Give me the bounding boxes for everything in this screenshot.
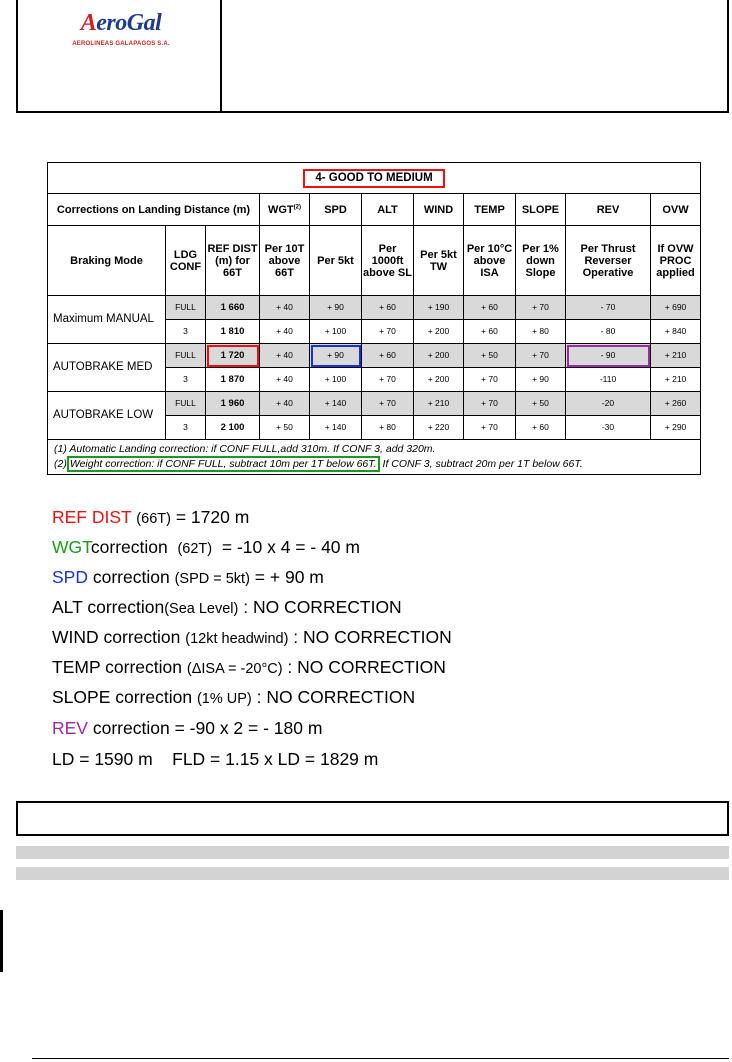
- table-row: [48, 296, 701, 320]
- calc-rev-value: = -90 x 2 = - 180 m: [174, 718, 323, 738]
- weight-correction-highlight: Weight correction: if CONF FULL, subtract 10m per 1T below 66T.: [67, 456, 380, 472]
- cell-slope: + 70: [516, 296, 566, 320]
- calc-rev: [52, 718, 322, 739]
- cell-conf: FULL: [166, 344, 206, 368]
- calc-spd-cond: (SPD = 5kt): [174, 571, 250, 587]
- mode-name: AUTOBRAKE LOW: [48, 392, 166, 440]
- calc-rev-label: REV: [52, 718, 88, 738]
- cell-ref: 1 810: [206, 320, 260, 344]
- calc-wind-value: : NO CORRECTION: [293, 627, 452, 647]
- note-1: (1) Automatic Landing correction: if CONF FULL,add 310m. If CONF 3, add 320m.: [54, 443, 436, 455]
- calc-slope-value: : NO CORRECTION: [256, 687, 416, 707]
- calc-ref-label: REF DIST: [52, 507, 132, 527]
- sub-wgt: Per 10T above 66T: [260, 226, 310, 296]
- calc-temp: [52, 657, 446, 678]
- sub-temp: Per 10°C above ISA: [464, 226, 516, 296]
- cell-spd: + 90: [310, 296, 362, 320]
- cell-ref: 1 660: [206, 296, 260, 320]
- calc-ref-dist: [52, 507, 249, 528]
- cell-alt: + 60: [362, 344, 414, 368]
- cell-rev: -110: [566, 368, 651, 392]
- table-row: [48, 344, 701, 368]
- cell-ovw: + 260: [651, 392, 701, 416]
- calc-slope-cond: (1% UP): [196, 691, 252, 707]
- gray-bar: [16, 867, 729, 880]
- cell-temp: + 50: [464, 344, 516, 368]
- sub-braking-mode: Braking Mode: [48, 226, 166, 296]
- cell-slope: + 90: [516, 368, 566, 392]
- cell-ref: 1 960: [206, 392, 260, 416]
- cell-wgt: + 50: [260, 416, 310, 440]
- cell-temp: + 70: [464, 416, 516, 440]
- mode-name: Maximum MANUAL: [48, 296, 166, 344]
- cell-ovw: + 210: [651, 368, 701, 392]
- calc-wind-cond: (12kt headwind): [185, 631, 289, 647]
- cell-alt: + 60: [362, 296, 414, 320]
- cell-wgt: + 40: [260, 320, 310, 344]
- cell-temp: + 70: [464, 392, 516, 416]
- cell-rev-highlighted: - 90: [566, 344, 651, 368]
- calc-alt-cond: (Sea Level): [164, 601, 239, 617]
- cell-spd: + 100: [310, 320, 362, 344]
- cell-ovw: + 690: [651, 296, 701, 320]
- cell-wind: + 210: [414, 392, 464, 416]
- sub-spd: Per 5kt: [310, 226, 362, 296]
- note-2-prefix: (2): [54, 458, 67, 470]
- cell-wgt: + 40: [260, 392, 310, 416]
- col-wind: WIND: [414, 194, 464, 226]
- cell-spd-highlighted: + 90: [310, 344, 362, 368]
- cell-alt: + 70: [362, 320, 414, 344]
- revision-bar: [0, 910, 3, 972]
- cell-wgt: + 40: [260, 296, 310, 320]
- cell-spd: + 140: [310, 416, 362, 440]
- calc-spd-label: SPD: [52, 567, 88, 587]
- note-2: [54, 457, 694, 472]
- landing-distance-table: [47, 162, 701, 475]
- calc-wgt-text: correction: [90, 537, 168, 557]
- cell-spd: + 100: [310, 368, 362, 392]
- calc-alt: [52, 597, 402, 618]
- calc-wgt-value: = -10 x 4 = - 40 m: [221, 537, 360, 557]
- table-title-cell: [48, 163, 701, 194]
- calc-slope-text: SLOPE correction: [52, 687, 193, 707]
- cell-wind: + 200: [414, 320, 464, 344]
- cell-conf: 3: [166, 368, 206, 392]
- calc-spd-value: = + 90 m: [254, 567, 324, 587]
- note-2-suffix: If CONF 3, subtract 20m per 1T below 66T.: [379, 458, 583, 470]
- calc-ref-value: = 1720 m: [175, 507, 250, 527]
- cell-temp: + 60: [464, 320, 516, 344]
- header-divider: [220, 0, 222, 113]
- cell-conf: 3: [166, 416, 206, 440]
- calc-ref-cond: (66T): [136, 511, 171, 527]
- bottom-rule: [32, 1058, 729, 1059]
- cell-wind: + 200: [414, 368, 464, 392]
- cell-rev: - 80: [566, 320, 651, 344]
- table-row: [48, 392, 701, 416]
- calc-alt-text: ALT correction: [52, 597, 165, 617]
- cell-ovw: + 210: [651, 344, 701, 368]
- cell-alt: + 70: [362, 368, 414, 392]
- cell-wgt: + 40: [260, 344, 310, 368]
- cell-ovw: + 290: [651, 416, 701, 440]
- calc-wind: [52, 627, 452, 648]
- cell-alt: + 70: [362, 392, 414, 416]
- footer-box: [16, 801, 729, 836]
- wgt-note-mark: (2): [293, 203, 301, 210]
- aerogal-logo: [40, 10, 202, 37]
- sub-slope: Per 1% down Slope: [516, 226, 566, 296]
- table-notes: [48, 440, 701, 475]
- col-spd: SPD: [310, 194, 362, 226]
- corrections-label: Corrections on Landing Distance (m): [48, 194, 260, 226]
- cell-conf: 3: [166, 320, 206, 344]
- col-alt: ALT: [362, 194, 414, 226]
- cell-wind: + 190: [414, 296, 464, 320]
- calc-wind-text: WIND correction: [52, 627, 181, 647]
- cell-wgt: + 40: [260, 368, 310, 392]
- cell-ref: 2 100: [206, 416, 260, 440]
- calc-temp-cond: (ΔISA = -20°C): [186, 661, 283, 677]
- cell-ref: 1 870: [206, 368, 260, 392]
- col-temp: TEMP: [464, 194, 516, 226]
- col-rev: REV: [566, 194, 651, 226]
- logo-word: eroGal: [96, 10, 162, 36]
- calc-spd: [52, 567, 324, 588]
- cell-slope: + 50: [516, 392, 566, 416]
- calc-wgt-cond: (62T): [177, 541, 213, 557]
- sub-rev: Per Thrust Reverser Operative: [566, 226, 651, 296]
- col-wgt: [260, 194, 310, 226]
- calc-alt-value: : NO CORRECTION: [243, 597, 402, 617]
- calc-rev-text: correction: [92, 718, 170, 738]
- mode-name: AUTOBRAKE MED: [48, 344, 166, 392]
- logo-subtitle: AEROLINEAS GALAPAGOS S.A.: [72, 41, 170, 47]
- cell-wind: + 220: [414, 416, 464, 440]
- table-title: 4- GOOD TO MEDIUM: [303, 169, 444, 188]
- cell-alt: + 80: [362, 416, 414, 440]
- calc-slope: [52, 687, 415, 708]
- cell-ref-highlighted: 1 720: [206, 344, 260, 368]
- cell-slope: + 70: [516, 344, 566, 368]
- cell-temp: + 70: [464, 368, 516, 392]
- calc-spd-text: correction: [92, 567, 170, 587]
- cell-rev: -20: [566, 392, 651, 416]
- sub-ldg-conf: LDG CONF: [166, 226, 206, 296]
- cell-slope: + 80: [516, 320, 566, 344]
- col-slope: SLOPE: [516, 194, 566, 226]
- cell-spd: + 140: [310, 392, 362, 416]
- col-ovw: OVW: [651, 194, 701, 226]
- calc-result: LD = 1590 m FLD = 1.15 x LD = 1829 m: [52, 749, 379, 769]
- sub-wind: Per 5kt TW: [414, 226, 464, 296]
- sub-alt: Per 1000ft above SL: [362, 226, 414, 296]
- calc-temp-text: TEMP correction: [52, 657, 182, 677]
- calc-wgt: [52, 537, 360, 558]
- cell-rev: - 70: [566, 296, 651, 320]
- sub-ovw: If OVW PROC applied: [651, 226, 701, 296]
- cell-temp: + 60: [464, 296, 516, 320]
- logo-initial: A: [80, 10, 97, 36]
- cell-slope: + 60: [516, 416, 566, 440]
- calc-wgt-label: WGT: [52, 537, 91, 557]
- cell-rev: -30: [566, 416, 651, 440]
- cell-conf: FULL: [166, 392, 206, 416]
- cell-conf: FULL: [166, 296, 206, 320]
- cell-ovw: + 840: [651, 320, 701, 344]
- col-wgt-label: WGT: [267, 203, 294, 216]
- cell-wind: + 200: [414, 344, 464, 368]
- gray-bar: [16, 846, 729, 859]
- calc-temp-value: : NO CORRECTION: [287, 657, 446, 677]
- sub-ref-dist: REF DIST (m) for 66T: [206, 226, 260, 296]
